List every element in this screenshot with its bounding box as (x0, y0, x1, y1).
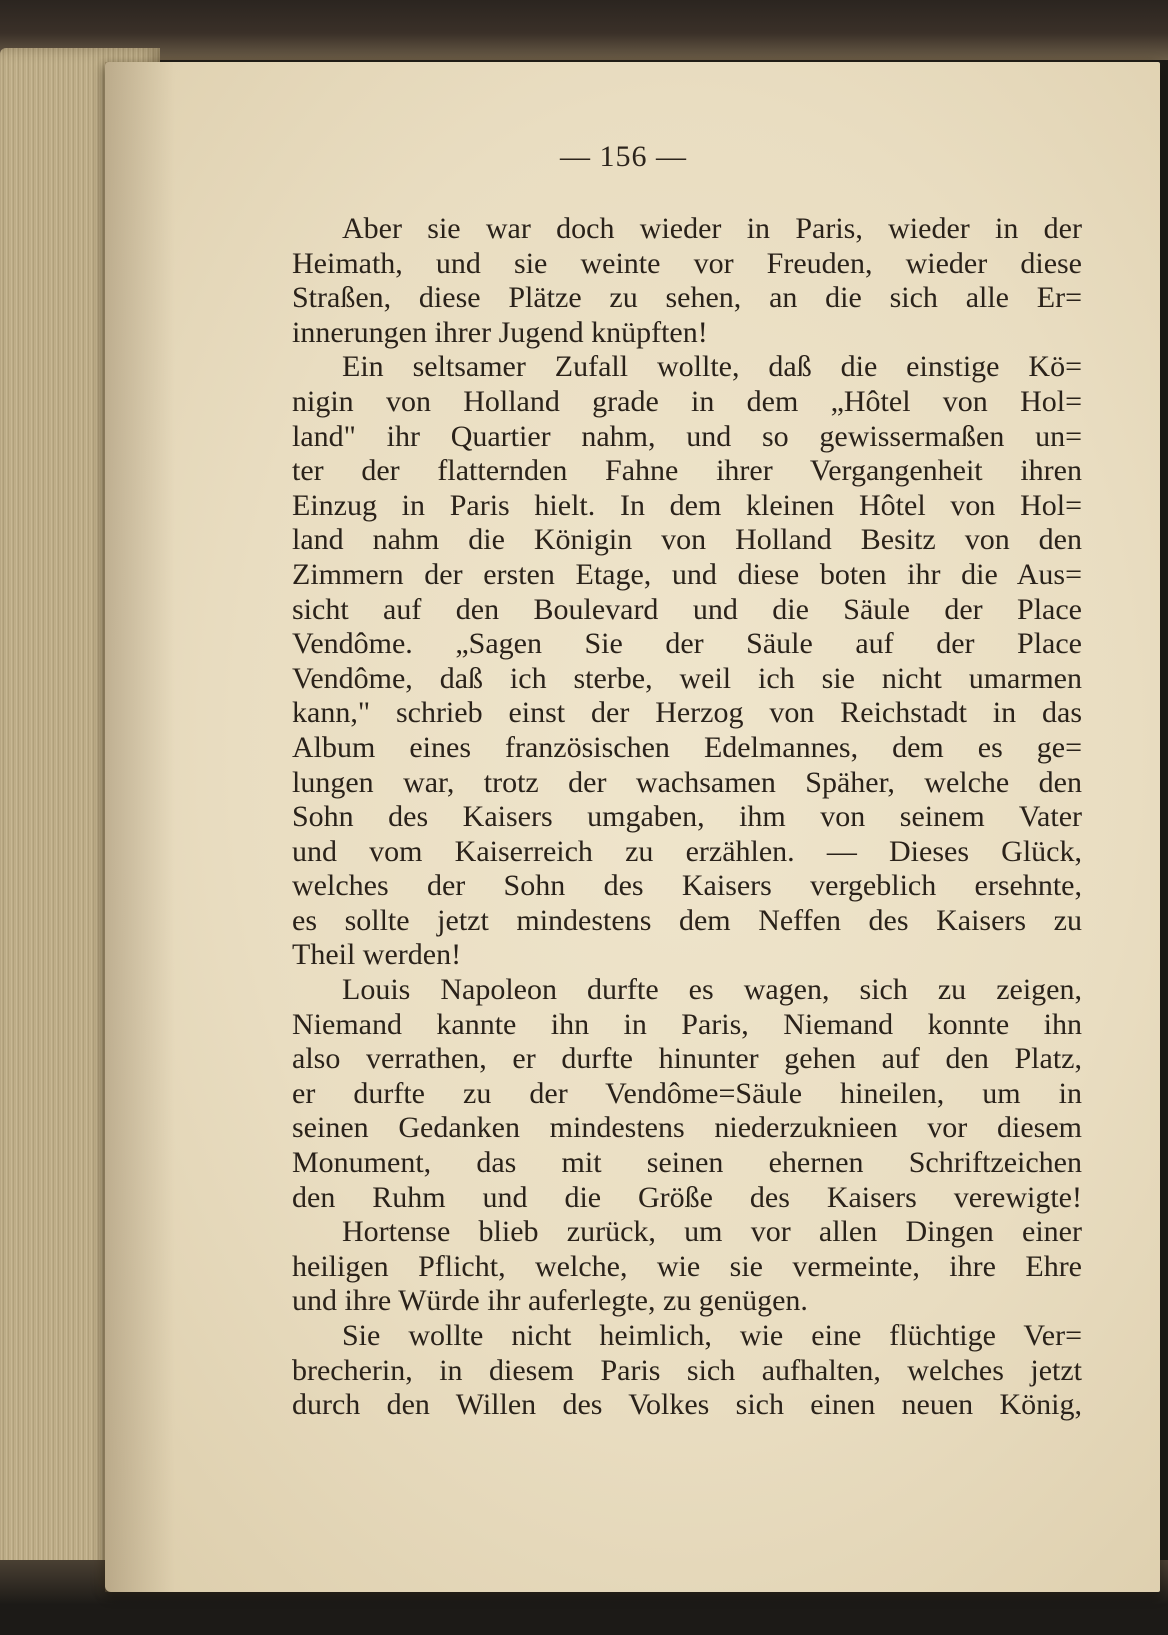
text-line: er durfte zu der Vendôme=Säule hineilen, um in (292, 1076, 1082, 1110)
text-line: Vendôme. „Sagen Sie der Säule auf der Place (292, 627, 1082, 661)
text-line: den Ruhm und die Größe des Kaisers verewigte! (292, 1180, 1082, 1214)
page-number: — 156 — (560, 140, 687, 173)
text-line: sicht auf den Boulevard und die Säule der Place (292, 592, 1082, 626)
text-line: und ihre Würde ihr auferlegte, zu genügen. (292, 1284, 808, 1318)
book-cover-top (0, 0, 1168, 60)
text-line: Heimath, und sie weinte vor Freuden, wieder diese (292, 246, 1082, 280)
body-text (292, 212, 1082, 1423)
text-line: kann," schrieb einst der Herzog von Reichstadt in das (292, 696, 1082, 730)
text-line: Hortense blieb zurück, um vor allen Dingen einer (342, 1215, 1082, 1249)
text-line: Album eines französischen Edelmannes, dem es ge= (292, 730, 1082, 764)
text-line: Theil werden! (292, 938, 462, 972)
text-line: Niemand kannte ihn in Paris, Niemand konnte ihn (292, 1007, 1082, 1041)
text-line: Ein seltsamer Zufall wollte, daß die einstige Kö= (342, 350, 1082, 384)
text-line: Sie wollte nicht heimlich, wie eine flüchtige Ver= (342, 1319, 1082, 1352)
text-line: ter der flatternden Fahne ihrer Vergangenheit ihren (292, 454, 1082, 488)
text-line: Vendôme, daß ich sterbe, weil ich sie nicht umarmen (292, 661, 1082, 695)
text-line: und vom Kaiserreich zu erzählen. — Dieses Glück, (292, 834, 1082, 868)
text-line: Monument, das mit seinen ehernen Schriftzeichen (292, 1146, 1082, 1180)
text-line: brecherin, in diesem Paris sich aufhalten, welches jetzt (292, 1353, 1082, 1387)
text-line: heiligen Pflicht, welche, wie sie vermeinte, ihre Ehre (292, 1249, 1082, 1283)
text-line: also verrathen, er durfte hinunter gehen auf den Platz, (292, 1042, 1082, 1076)
text-line: welches der Sohn des Kaisers vergeblich ersehnte, (292, 869, 1082, 903)
text-line: Sohn des Kaisers umgaben, ihm von seinem Vater (292, 800, 1082, 834)
text-line: es sollte jetzt mindestens dem Neffen des Kaisers zu (292, 903, 1082, 937)
text-line: Zimmern der ersten Etage, und diese boten ihr die Aus= (292, 557, 1082, 591)
text-line: seinen Gedanken mindestens niederzuknieen vor diesem (292, 1111, 1082, 1145)
text-line: Louis Napoleon durfte es wagen, sich zu zeigen, (342, 973, 1082, 1007)
text-line: land nahm die Königin von Holland Besitz von den (292, 523, 1082, 557)
text-line: durch den Willen des Volkes sich einen neuen König, (292, 1388, 1082, 1422)
text-line: Straßen, diese Plätze zu sehen, an die sich alle Er= (292, 281, 1082, 315)
text-line: Einzug in Paris hielt. In dem kleinen Hôtel von Hol= (292, 488, 1082, 522)
text-line: Aber sie war doch wieder in Paris, wieder in der (342, 212, 1082, 245)
text-line: lungen war, trotz der wachsamen Späher, welche den (292, 765, 1082, 799)
text-line: nigin von Holland grade in dem „Hôtel von Hol= (292, 384, 1082, 418)
text-line: land" ihr Quartier nahm, und so gewissermaßen un= (292, 419, 1082, 453)
text-line: innerungen ihrer Jugend knüpften! (292, 315, 708, 349)
